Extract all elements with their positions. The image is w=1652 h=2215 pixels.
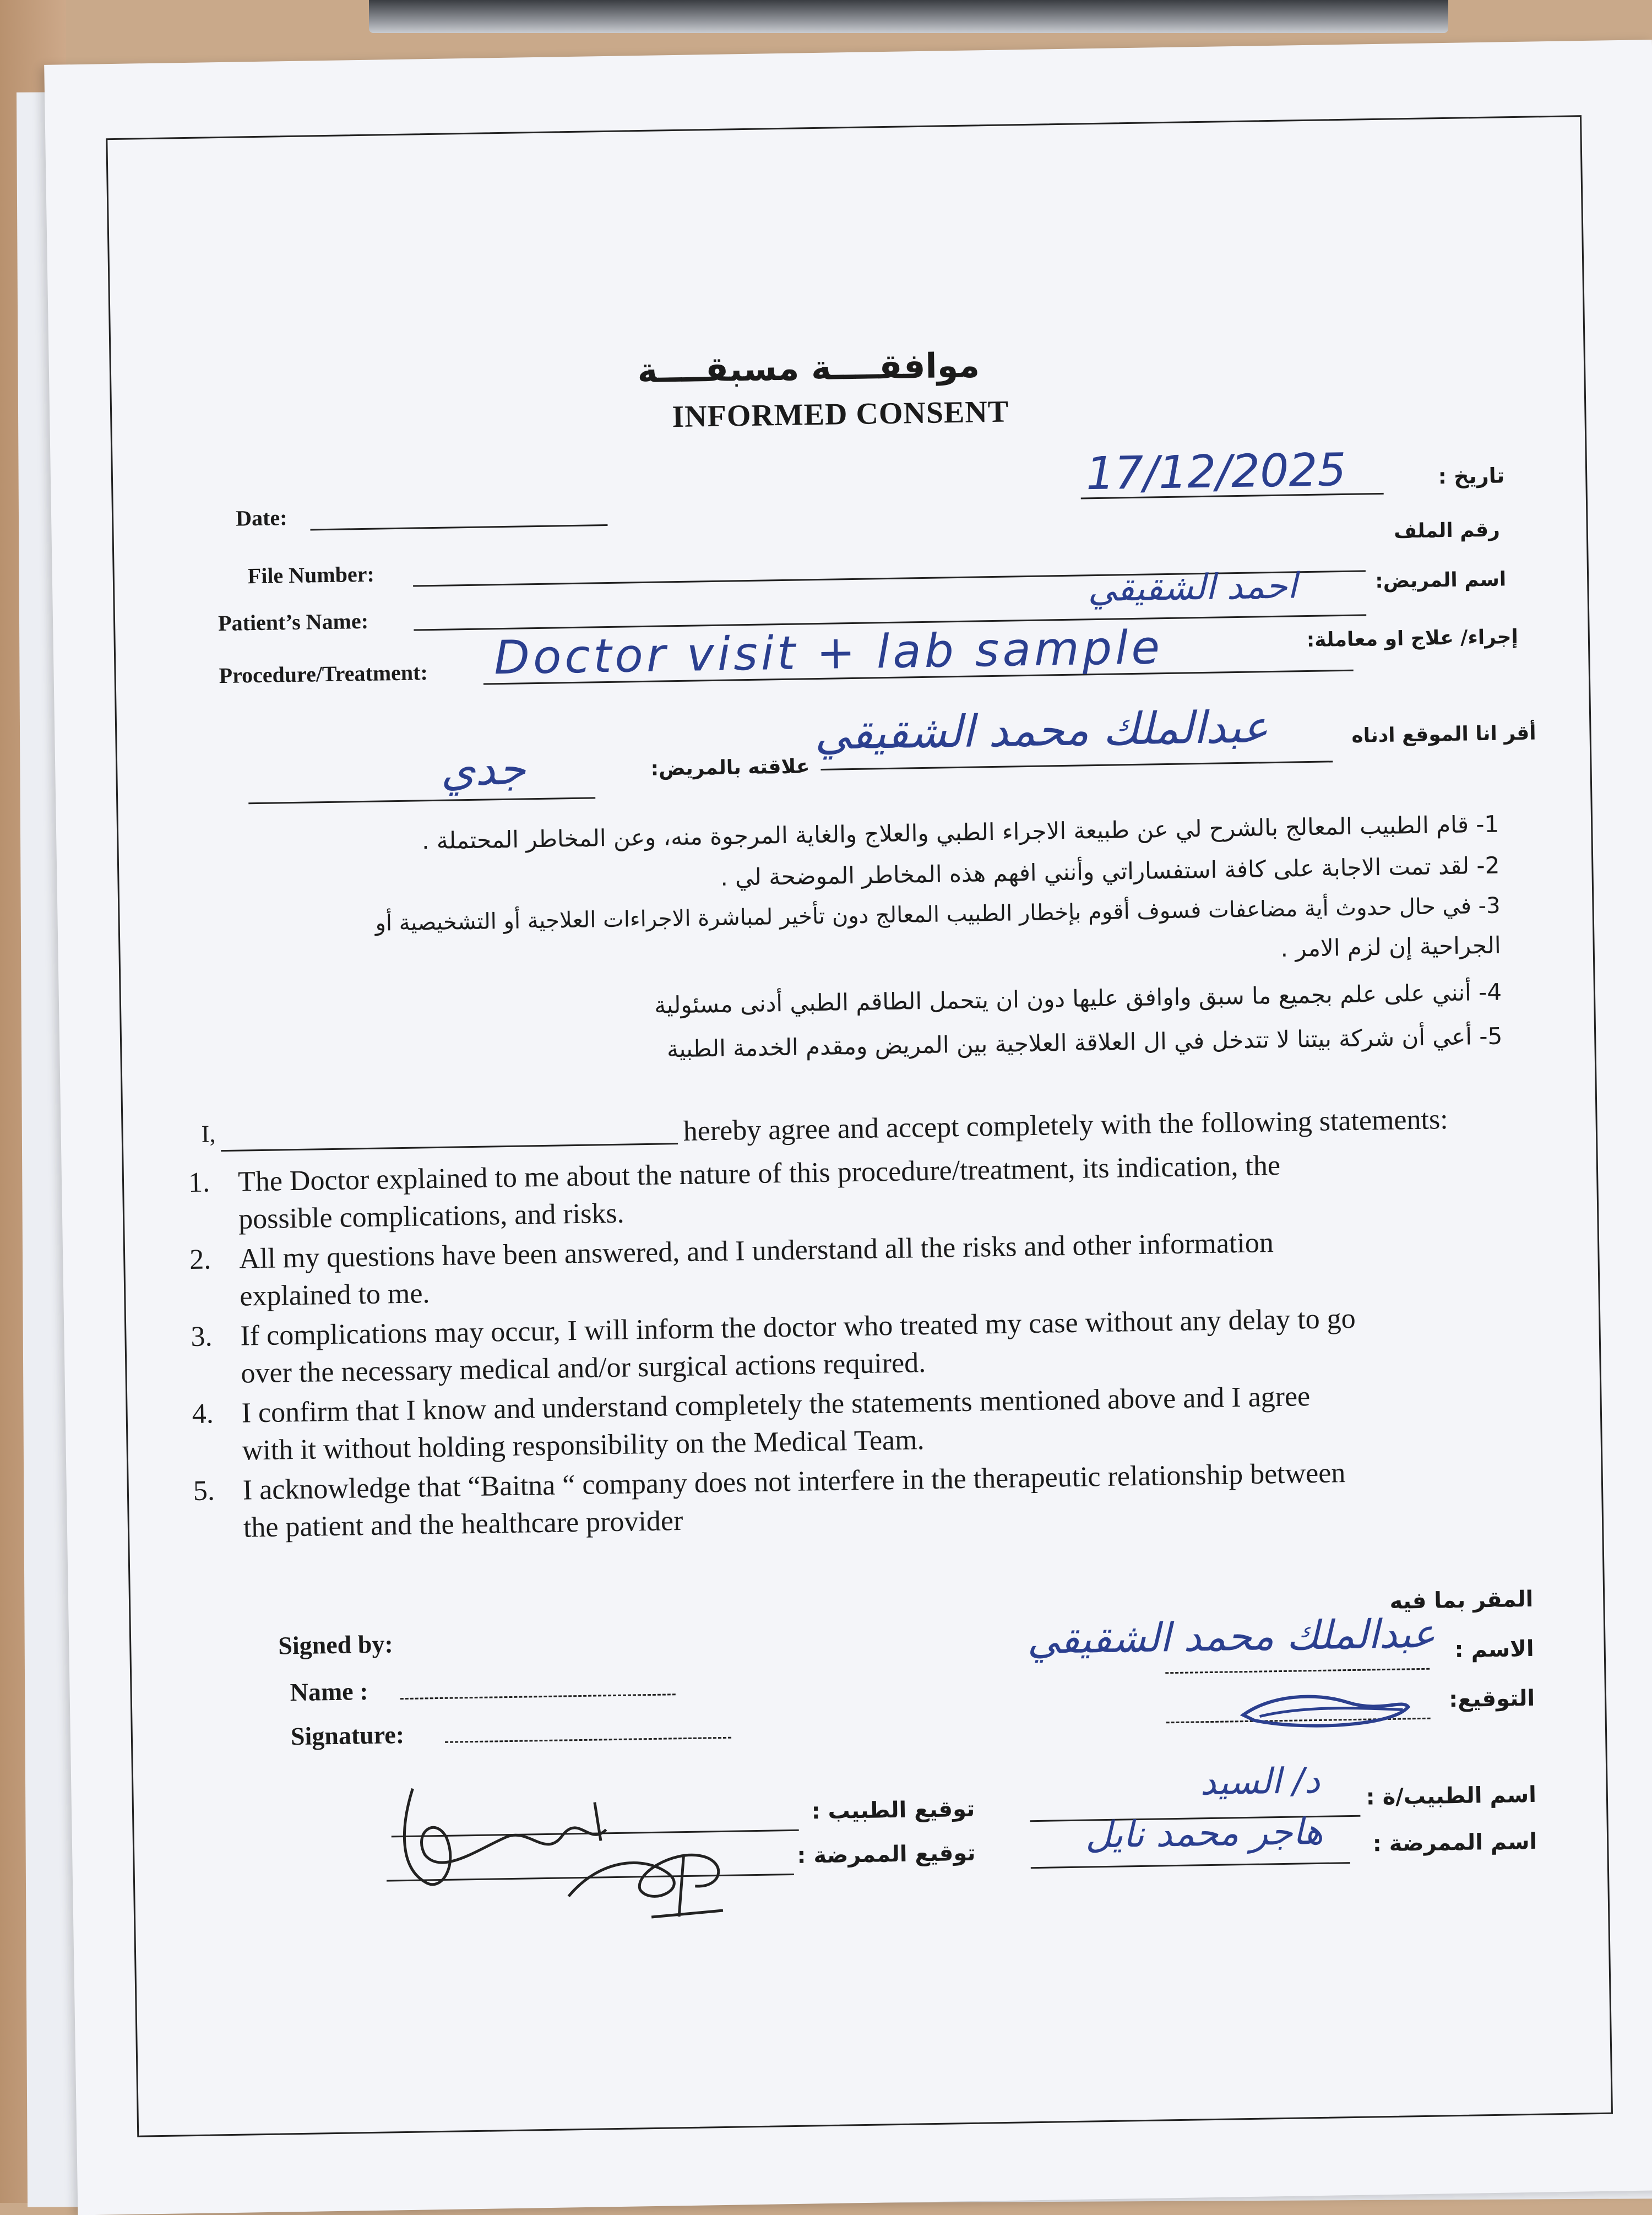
en-statement-number: 3. [191,1321,213,1353]
consent-form-page [44,40,1652,2215]
en-statement-line: If complications may occur, I will inform the doctor who treated my case without any delay to go [240,1302,1356,1352]
file-number-label: File Number: [247,561,375,589]
intro-prefix: I, [201,1120,216,1148]
signer-name-value: عبدالملك محمد الشقيقي [814,701,1269,760]
acknowledger-label-ar: المقر بما فيه [1389,1586,1534,1614]
doctor-name-label-ar: اسم الطبيب/ة : [1366,1782,1537,1810]
file-number-label-ar: رقم الملف [1393,518,1501,543]
ar-statement-5: 5- أعي أن شركة بيتنا لا تتدخل في ال العلاقة العلاجية بين المريض ومقدم الخدمة الطبية [666,1022,1503,1063]
signature-label: Signature: [290,1720,405,1751]
title-english: INFORMED CONSENT [671,394,1009,435]
relation-value: جدي [440,743,526,796]
procedure-value: Doctor visit + lab sample [493,620,1164,685]
ar-statement-1: 1- قام الطبيب المعالج بالشرح لي عن طبيعة الاجراء الطبي والعلاج والغاية المرجوة منه، وعن المخاطر المحتملة . [421,810,1499,855]
ack-signature-drawing [1237,1687,1414,1734]
ar-statement-3-cont: الجراحية إن لزم الامر . [1280,931,1501,962]
patient-name-label: Patient’s Name: [218,608,369,636]
doctor-signature-label-ar: توقيع الطبيب : [811,1796,975,1825]
intro-statement: hereby agree and accept completely with the following statements: [683,1104,1449,1147]
patient-name-value: احمد الشقيقي [1087,566,1297,610]
en-statement-number: 5. [193,1475,215,1507]
nurse-name-value: هاجر محمد نايل [1085,1810,1324,1856]
en-statement-line: The Doctor explained to me about the nature of this procedure/treatment, its indication, the [237,1149,1281,1198]
ar-statement-3: 3- في حال حدوث أية مضاعفات فسوف أقوم بإخطار الطبيب المعالج دون تأخير لمباشرة الاجراءات العلاجية أو التشخيصية أو [375,893,1501,936]
ar-statement-4: 4- أنني على علم بجميع ما سبق واوافق عليها دون ان يتحمل الطاقم الطبي أدنى مسئولية [654,978,1502,1019]
date-value: 17/12/2025 [1085,443,1347,501]
nurse-signature-label-ar: توقيع الممرضة : [797,1840,976,1869]
procedure-label: Procedure/Treatment: [219,660,428,688]
en-statement-line: I confirm that I know and understand completely the statements mentioned above and I agree [241,1381,1311,1429]
en-statement-line: All my questions have been answered, and I understand all the risks and other information [238,1227,1274,1275]
en-statement-number: 2. [189,1244,211,1276]
ack-name-label-ar: الاسم : [1454,1636,1535,1663]
en-statement-line: possible complications, and risks. [238,1197,624,1235]
nurse-signature-drawing [557,1833,756,1924]
ar-statement-2: 2- لقد تمت الاجابة على كافة استفساراتي وأنني افهم هذه المخاطر الموضحة لي . [720,851,1500,891]
en-statement-number: 1. [188,1166,210,1199]
nurse-name-label-ar: اسم الممرضة : [1372,1828,1537,1857]
date-label: Date: [235,505,287,531]
doctor-name-value: د/ السيد [1199,1760,1320,1804]
ack-signature-label-ar: التوقيع: [1448,1685,1535,1713]
patient-name-label-ar: اسم المريض: [1374,568,1507,593]
signed-by-label: Signed by: [278,1630,394,1660]
relation-label-ar: علاقته بالمريض: [650,755,810,780]
en-statement-line: the patient and the healthcare provider [243,1505,683,1544]
date-label-ar: تاريخ : [1438,463,1505,489]
clipboard-clip [369,0,1448,33]
en-statement-line: over the necessary medical and/or surgical actions required. [241,1347,926,1389]
en-statement-line: I acknowledge that “Baitna “ company does not interfere in the therapeutic relationship between [242,1457,1346,1506]
signer-label-ar: أقر انا الموقع ادناه [1351,721,1536,747]
procedure-label-ar: إجراء/ علاج او معاملة: [1306,626,1519,652]
en-statement-line: with it without holding responsibility on the Medical Team. [242,1424,925,1467]
en-statement-number: 4. [192,1398,214,1430]
en-statement-line: explained to me. [239,1278,430,1312]
name-label: Name : [290,1677,368,1707]
ack-name-value: عبدالملك محمد الشقيقي [1026,1610,1436,1663]
title-arabic: موافقــــة مسبقــــة [637,345,980,391]
